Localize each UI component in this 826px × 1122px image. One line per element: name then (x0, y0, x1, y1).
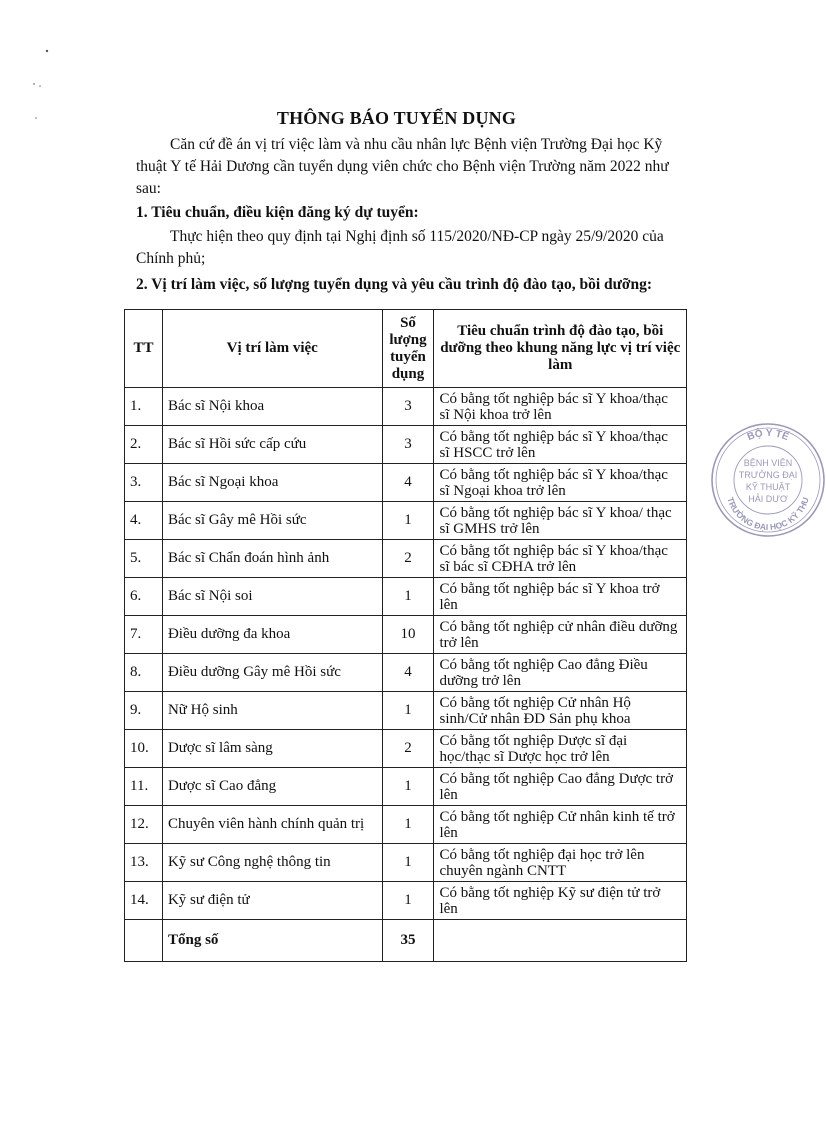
row-requirement: Có bằng tốt nghiệp đại học trở lên chuyên ngành CNTT (434, 844, 687, 882)
row-quantity: 1 (382, 502, 434, 540)
row-tt: 6. (125, 578, 163, 616)
total-requirement-empty (434, 920, 687, 962)
row-position: Bác sĩ Nội khoa (162, 388, 382, 426)
row-tt: 9. (125, 692, 163, 730)
row-position: Điều dưỡng Gây mê Hồi sức (162, 654, 382, 692)
row-requirement: Có bằng tốt nghiệp Cử nhân Hộ sinh/Cử nhân ĐD Sản phụ khoa (434, 692, 687, 730)
row-position: Bác sĩ Gây mê Hồi sức (162, 502, 382, 540)
recruitment-table (124, 309, 687, 962)
row-quantity: 3 (382, 426, 434, 464)
table-row (125, 768, 687, 806)
row-position: Kỹ sư Công nghệ thông tin (162, 844, 382, 882)
header-position: Vị trí làm việc (162, 310, 382, 388)
table-row (125, 426, 687, 464)
row-quantity: 4 (382, 654, 434, 692)
row-quantity: 1 (382, 768, 434, 806)
row-tt: 13. (125, 844, 163, 882)
svg-text:BỘ Y TẾ (746, 426, 791, 443)
row-tt: 7. (125, 616, 163, 654)
table-row (125, 616, 687, 654)
table-row (125, 388, 687, 426)
row-tt: 3. (125, 464, 163, 502)
row-position: Dược sĩ Cao đẳng (162, 768, 382, 806)
table-row (125, 692, 687, 730)
row-quantity: 2 (382, 730, 434, 768)
row-quantity: 1 (382, 692, 434, 730)
row-requirement: Có bằng tốt nghiệp bác sĩ Y khoa/ thạc sĩ GMHS trở lên (434, 502, 687, 540)
row-requirement: Có bằng tốt nghiệp Cao đẳng Dược trở lên (434, 768, 687, 806)
row-quantity: 3 (382, 388, 434, 426)
row-tt: 10. (125, 730, 163, 768)
row-quantity: 10 (382, 616, 434, 654)
table-row (125, 882, 687, 920)
row-tt: 8. (125, 654, 163, 692)
section-1-heading: 1. Tiêu chuẩn, điều kiện đăng ký dự tuyển: (136, 204, 419, 221)
row-requirement: Có bằng tốt nghiệp Cao đẳng Điều dưỡng trở lên (434, 654, 687, 692)
row-position: Bác sĩ Ngoại khoa (162, 464, 382, 502)
table-row (125, 464, 687, 502)
stamp-line-3: KỸ THUẬT (745, 482, 791, 492)
stamp-text-top: BỘ Y TẾ (745, 427, 791, 444)
table-row (125, 578, 687, 616)
row-requirement: Có bằng tốt nghiệp cử nhân điều dưỡng trở lên (434, 616, 687, 654)
table-body (125, 388, 687, 962)
row-tt: 1. (125, 388, 163, 426)
stamp-text-ring: TRƯỜNG ĐẠI HỌC KỸ THU (725, 495, 811, 533)
official-stamp (706, 418, 826, 538)
row-position: Dược sĩ lâm sàng (162, 730, 382, 768)
row-tt: 5. (125, 540, 163, 578)
table-row (125, 502, 687, 540)
scan-specks (0, 0, 120, 140)
row-position: Bác sĩ Nội soi (162, 578, 382, 616)
section-1-text: Thực hiện theo quy định tại Nghị định số 115/2020/NĐ-CP ngày 25/9/2020 của Chính phủ; (136, 228, 664, 267)
row-position: Điều dưỡng đa khoa (162, 616, 382, 654)
row-position: Kỹ sư điện tử (162, 882, 382, 920)
table-row (125, 654, 687, 692)
page-title: THÔNG BÁO TUYỂN DỤNG (276, 108, 517, 128)
row-position: Bác sĩ Hồi sức cấp cứu (162, 426, 382, 464)
header-tt: TT (125, 310, 163, 388)
total-tt-empty (125, 920, 163, 962)
row-quantity: 1 (382, 844, 434, 882)
row-position: Bác sĩ Chẩn đoán hình ảnh (162, 540, 382, 578)
row-tt: 14. (125, 882, 163, 920)
row-requirement: Có bằng tốt nghiệp Dược sĩ đại học/thạc sĩ Dược học trở lên (434, 730, 687, 768)
row-position: Chuyên viên hành chính quản trị (162, 806, 382, 844)
table-row (125, 730, 687, 768)
row-requirement: Có bằng tốt nghiệp Cử nhân kinh tế trở lên (434, 806, 687, 844)
section-2-heading: 2. Vị trí làm việc, số lượng tuyển dụng và yêu cầu trình độ đào tạo, bồi dưỡng: (136, 276, 653, 293)
row-tt: 2. (125, 426, 163, 464)
table-row (125, 844, 687, 882)
header-requirement: Tiêu chuẩn trình độ đào tạo, bồi dưỡng theo khung năng lực vị trí việc làm (434, 310, 687, 388)
row-tt: 12. (125, 806, 163, 844)
table-header-row (125, 310, 687, 388)
row-requirement: Có bằng tốt nghiệp bác sĩ Y khoa/thạc sĩ HSCC trở lên (434, 426, 687, 464)
row-quantity: 1 (382, 806, 434, 844)
row-quantity: 1 (382, 882, 434, 920)
stamp-line-1: BỆNH VIỆN (743, 458, 793, 468)
total-label: Tổng số (162, 920, 382, 962)
row-requirement: Có bằng tốt nghiệp bác sĩ Y khoa/thạc sĩ Nội khoa trở lên (434, 388, 687, 426)
table-row (125, 806, 687, 844)
row-tt: 4. (125, 502, 163, 540)
row-quantity: 2 (382, 540, 434, 578)
stamp-line-4: HẢI DƯƠ (748, 494, 788, 504)
row-tt: 11. (125, 768, 163, 806)
row-requirement: Có bằng tốt nghiệp bác sĩ Y khoa/thạc sĩ bác sĩ CĐHA trở lên (434, 540, 687, 578)
stamp-line-2: TRƯỜNG ĐẠI (738, 470, 798, 480)
row-requirement: Có bằng tốt nghiệp bác sĩ Y khoa trở lên (434, 578, 687, 616)
row-requirement: Có bằng tốt nghiệp bác sĩ Y khoa/thạc sĩ Ngoại khoa trở lên (434, 464, 687, 502)
row-quantity: 1 (382, 578, 434, 616)
header-quantity: Số lượng tuyển dụng (382, 310, 434, 388)
row-requirement: Có bằng tốt nghiệp Kỹ sư điện tử trở lên (434, 882, 687, 920)
row-position: Nữ Hộ sinh (162, 692, 382, 730)
intro-paragraph: Căn cứ đề án vị trí việc làm và nhu cầu nhân lực Bệnh viện Trường Đại học Kỹ thuật Y tế Hải Dương cần tuyển dụng viên chức cho Bệnh viện Trường năm 2022 như sau: (136, 136, 669, 197)
table-row (125, 540, 687, 578)
total-row (125, 920, 687, 962)
total-quantity: 35 (382, 920, 434, 962)
row-quantity: 4 (382, 464, 434, 502)
